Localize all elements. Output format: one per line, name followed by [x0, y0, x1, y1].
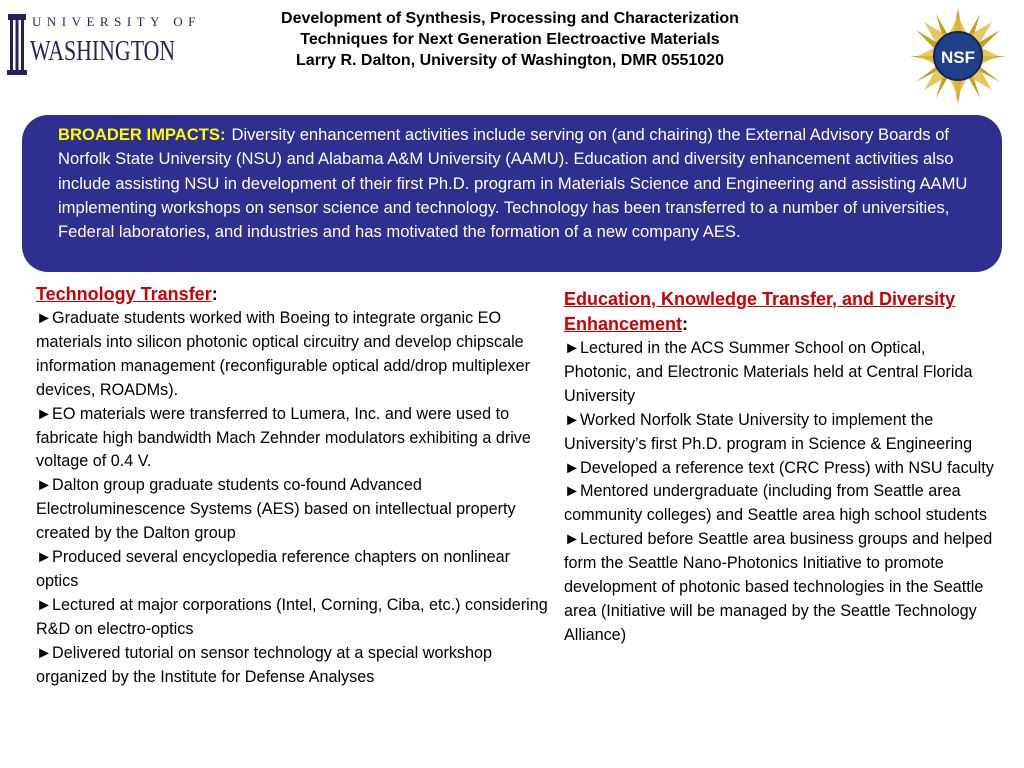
list-item: ► Dalton group graduate students co-found Advanced Electroluminescence Systems (AES) based on intellectual property created by the Dalton group — [36, 474, 552, 546]
technology-transfer-section — [36, 282, 552, 690]
nsf-logo — [903, 6, 1013, 106]
technology-transfer-heading-text: Technology Transfer — [36, 284, 212, 304]
education-section — [564, 287, 994, 648]
title-line-1: Development of Synthesis, Processing and Characterization — [281, 10, 739, 27]
list-item: ► Graduate students worked with Boeing to integrate organic EO materials into silicon photonic optical circuitry and develop chipscale information management (reconfigurable optical add/drop multiplexer devices, ROADMs). — [36, 307, 552, 403]
list-item: ► Developed a reference text (CRC Press) with NSU faculty — [564, 457, 994, 481]
page-title — [200, 8, 820, 71]
title-line-3: Larry R. Dalton, University of Washington, DMR 0551020 — [296, 52, 724, 69]
list-item: ► Delivered tutorial on sensor technology at a special workshop organized by the Institute for Defense Analyses — [36, 642, 552, 690]
uw-logo-top-text: UNIVERSITY OF — [32, 14, 201, 29]
list-item: ► EO materials were transferred to Lumera, Inc. and were used to fabricate high bandwidth Mach Zehnder modulators exhibiting a drive voltage of 0.4 V. — [36, 403, 552, 475]
broader-impacts-label: BROADER IMPACTS: — [58, 125, 226, 144]
list-item: ► Produced several encyclopedia reference chapters on nonlinear optics — [36, 546, 552, 594]
uw-logo-bottom-text: WASHINGTON — [30, 36, 176, 67]
uw-column-icon — [6, 10, 28, 76]
list-item: ► Lectured in the ACS Summer School on Optical, Photonic, and Electronic Materials held at Central Florida University — [564, 337, 994, 409]
technology-transfer-heading — [36, 282, 552, 307]
education-heading-text: Education, Knowledge Transfer, and Diversity Enhancement — [564, 289, 956, 334]
list-item: ► Worked Norfolk State University to implement the University’s first Ph.D. program in Science & Engineering — [564, 409, 994, 457]
broader-impacts-text: Diversity enhancement activities include serving on (and chairing) the External Advisory Boards of Norfolk State University (NSU) and Alabama A&M University (AAMU). Education and diversity enhancement activities also include assisting NSU in development of their first Ph.D. program in Materials Science and Engineering and assisting AAMU implementing workshops on sensor science and technology. Technology has been transferred to a number of universities, Federal laboratories, and industries and has motivated the formation of a new company AES. — [58, 125, 968, 242]
education-heading-colon: : — [682, 314, 689, 334]
education-heading — [564, 287, 994, 337]
list-item: ► Mentored undergraduate (including from Seattle area community colleges) and Seattle area high school students — [564, 480, 994, 528]
uw-logo — [2, 8, 201, 80]
list-item: ► Lectured at major corporations (Intel, Corning, Ciba, etc.) considering R&D on electro-optics — [36, 594, 552, 642]
technology-transfer-heading-colon: : — [211, 284, 218, 304]
broader-impacts-box — [22, 115, 1002, 272]
list-item: ► Lectured before Seattle area business groups and helped form the Seattle Nano-Photonics Initiative to promote development of photonic based technologies in the Seattle area (Initiative will be managed by the Seattle Technology Alliance) — [564, 528, 994, 648]
title-line-2: Techniques for Next Generation Electroactive Materials — [300, 31, 720, 48]
nsf-logo-text: NSF — [941, 48, 975, 67]
